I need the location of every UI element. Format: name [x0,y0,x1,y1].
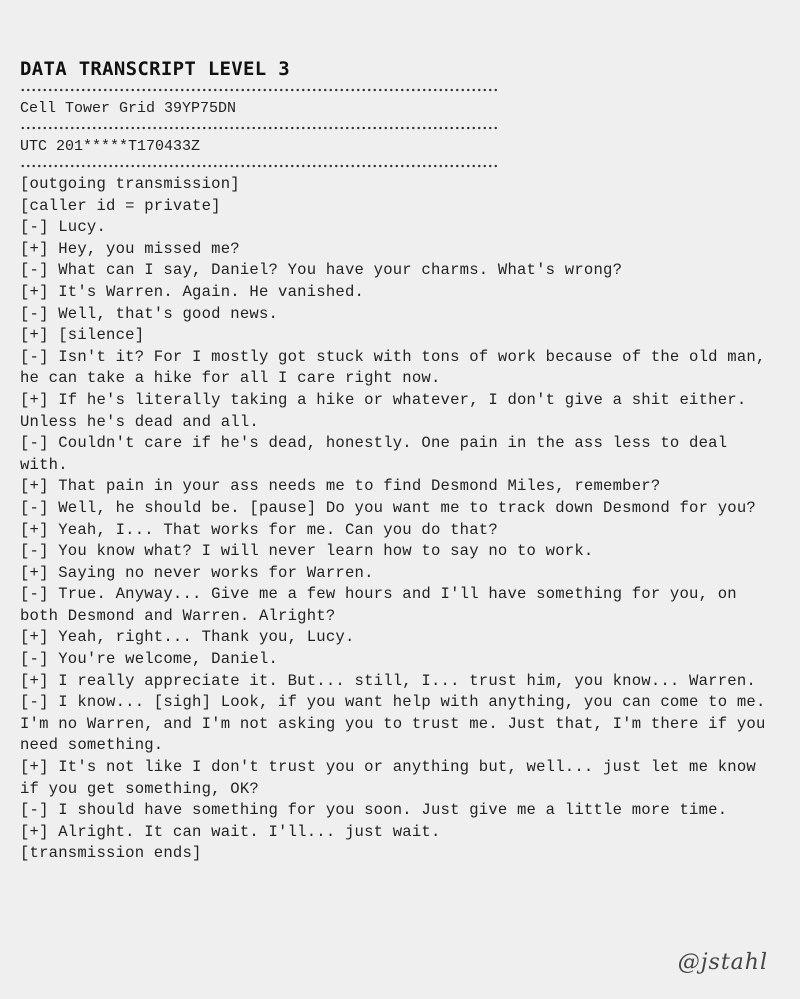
transcript-line: [+] Yeah, I... That works for me. Can you do that? [20,520,498,539]
dotted-divider [20,87,500,93]
utc-timestamp: UTC 201*****T170433Z [20,138,201,155]
transcript-line: [-] Lucy. [20,218,107,237]
transcript-line: [-] You know what? I will never learn how to say no to work. [20,542,594,561]
transcript-line: [+] That pain in your ass needs me to find Desmond Miles, remember? [20,477,661,496]
transcript-line: [-] What can I say, Daniel? You have your charms. What's wrong? [20,261,623,280]
transcript-line: [caller id = private] [20,196,221,215]
cell-tower-grid: Cell Tower Grid 39YP75DN [20,100,237,117]
transcript-line: [+] Hey, you missed me? [20,239,240,258]
transcript-line: [-] True. Anyway... Give me a few hours and I'll have something for you, on both Desmond and Warren. Alright? [20,585,737,625]
transcript-line: [+] Alright. It can wait. I'll... just wait. [20,822,441,841]
dotted-divider [20,163,500,169]
transcript-line: [outgoing transmission] [20,175,240,193]
transcript-line: [+] If he's literally taking a hike or whatever, I don't give a shit either. Unless he's dead and all. [20,390,747,431]
transcript-document [20,56,780,865]
transcript-line: [-] Well, he should be. [pause] Do you want me to track down Desmond for you? [20,498,756,517]
transcript-line: [+] It's Warren. Again. He vanished. [20,282,365,301]
transcript-line: [-] You're welcome, Daniel. [20,650,279,669]
transcript-line: [-] Isn't it? For I mostly got stuck with tons of work because of the old man, he can take a hike for all I care right now. [20,347,766,388]
document-title: DATA TRANSCRIPT LEVEL 3 [20,58,290,80]
transcript-line: [+] [silence] [20,326,145,345]
transcript-line: [+] It's not like I don't trust you or anything but, well... just let me know if you get something, OK? [20,758,756,798]
dotted-divider [20,125,500,131]
transcript-line: [-] Well, that's good news. [20,304,279,323]
transcript-line: [transmission ends] [20,844,202,863]
transcript-line: [+] Yeah, right... Thank you, Lucy. [20,628,355,647]
author-signature: @jstahl [677,950,768,975]
transcript-lines [20,174,780,865]
transcript-line: [-] I should have something for you soon. Just give me a little more time. [20,801,728,820]
transcript-line: [+] I really appreciate it. But... still, I... trust him, you know... Warren. [20,671,756,690]
transcript-line: [+] Saying no never works for Warren. [20,563,374,582]
transcript-line: [-] Couldn't care if he's dead, honestly. One pain in the ass less to deal with. [20,434,728,474]
transcript-line: [-] I know... [sigh] Look, if you want help with anything, you can come to me. I'm no Warren, and I'm not asking you to trust me. Just that, I'm there if you need something. [20,693,766,755]
